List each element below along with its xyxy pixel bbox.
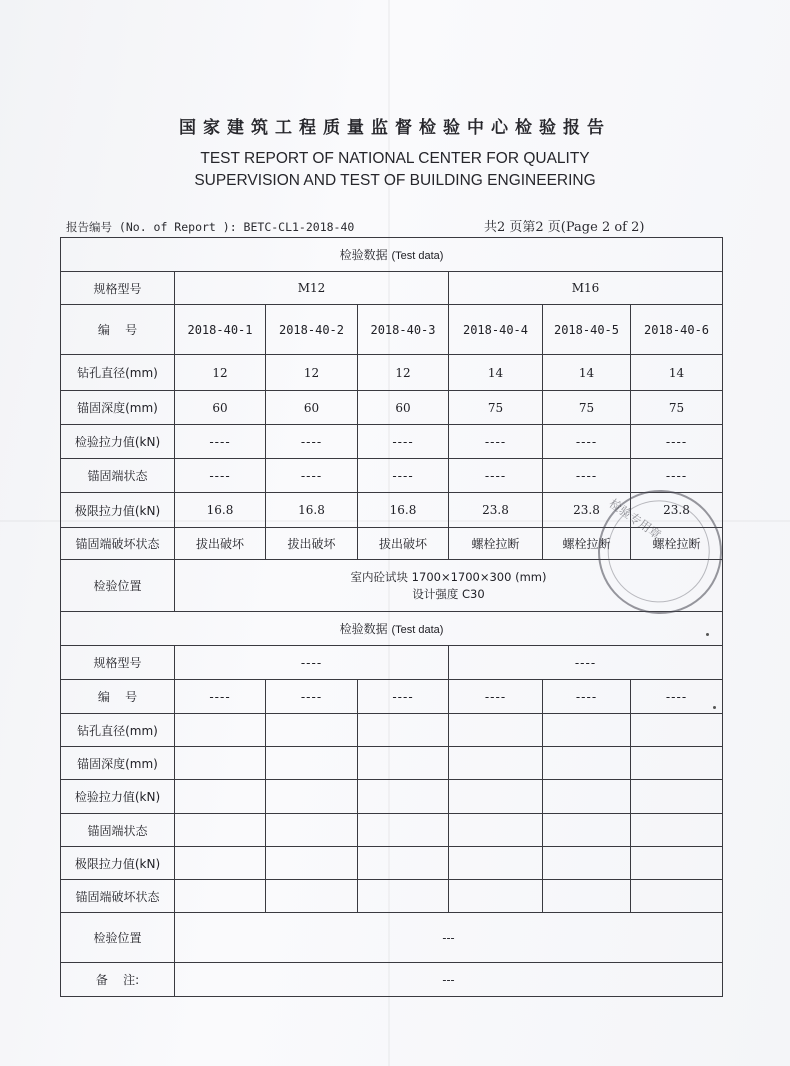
label-number: 编 号 <box>61 680 175 714</box>
empty-cell <box>175 714 266 747</box>
empty-cell <box>543 847 631 880</box>
empty-cell <box>449 780 543 814</box>
section2-failure-row <box>61 880 723 913</box>
specimen-code: 2018-40-3 <box>358 305 449 355</box>
specimen-code: 2018-40-4 <box>449 305 543 355</box>
failure-state-value: 拔出破坏 <box>175 528 266 560</box>
label-failure-state: 锚固端破坏状态 <box>61 880 175 913</box>
section1-diameter-row <box>61 355 723 391</box>
page-number: 共2 页第2 页(Page 2 of 2) <box>484 220 645 235</box>
hole-diameter-value: 12 <box>266 355 358 391</box>
label-ultimate-force: 极限拉力值(kN) <box>61 493 175 528</box>
spec-group: ---- <box>175 646 449 680</box>
label-anchor-state: 锚固端状态 <box>61 814 175 847</box>
report-number: 报告编号 (No. of Report ): BETC-CL1-2018-40 <box>66 220 355 234</box>
empty-cell <box>358 714 449 747</box>
empty-cell <box>543 814 631 847</box>
empty-cell <box>175 814 266 847</box>
label-number: 编 号 <box>61 305 175 355</box>
empty-cell <box>266 714 358 747</box>
ink-speck <box>713 706 716 709</box>
section2-ultimate-force-row <box>61 847 723 880</box>
empty-cell <box>266 880 358 913</box>
empty-cell <box>543 780 631 814</box>
section1-title-en: (Test data) <box>391 250 444 262</box>
empty-cell <box>358 814 449 847</box>
empty-cell <box>631 714 723 747</box>
ultimate-force-value: 23.8 <box>449 493 543 528</box>
specimen-code: ---- <box>543 680 631 714</box>
hole-diameter-value: 14 <box>543 355 631 391</box>
section1-depth-row <box>61 391 723 425</box>
section2-diameter-row <box>61 714 723 747</box>
empty-cell <box>543 880 631 913</box>
section2-remarks-row <box>61 963 723 997</box>
location-value <box>175 560 723 612</box>
spec-group: ---- <box>449 646 723 680</box>
ultimate-force-value: 16.8 <box>175 493 266 528</box>
specimen-code: ---- <box>266 680 358 714</box>
empty-cell <box>266 780 358 814</box>
specimen-code: 2018-40-1 <box>175 305 266 355</box>
section2-title-cn: 检验数据 <box>339 622 388 636</box>
hole-diameter-value: 14 <box>631 355 723 391</box>
anchor-depth-value: 75 <box>449 391 543 425</box>
spec-group: M12 <box>175 272 449 305</box>
specimen-code: 2018-40-2 <box>266 305 358 355</box>
anchor-depth-value: 60 <box>266 391 358 425</box>
specimen-code: 2018-40-5 <box>543 305 631 355</box>
empty-cell <box>358 780 449 814</box>
section1-header-row <box>61 238 723 272</box>
label-failure-state: 锚固端破坏状态 <box>61 528 175 560</box>
test-force-value: ---- <box>266 425 358 459</box>
label-ultimate-force: 极限拉力值(kN) <box>61 847 175 880</box>
anchor-depth-value: 75 <box>543 391 631 425</box>
section2-anchor-state-row <box>61 814 723 847</box>
ink-speck <box>706 633 709 636</box>
section2-location-row <box>61 913 723 963</box>
anchor-state-value: ---- <box>631 459 723 493</box>
section1-anchor-state-row <box>61 459 723 493</box>
section1-location-row <box>61 560 723 612</box>
anchor-state-value: ---- <box>358 459 449 493</box>
section2-test-force-row <box>61 780 723 814</box>
location-line2: 设计强度 C30 <box>412 586 485 601</box>
empty-cell <box>449 714 543 747</box>
test-force-value: ---- <box>543 425 631 459</box>
empty-cell <box>543 714 631 747</box>
section1-test-force-row <box>61 425 723 459</box>
empty-cell <box>175 880 266 913</box>
section2-header-row <box>61 612 723 646</box>
empty-cell <box>175 847 266 880</box>
specimen-code: 2018-40-6 <box>631 305 723 355</box>
ultimate-force-value: 23.8 <box>631 493 723 528</box>
empty-cell <box>449 847 543 880</box>
label-test-force: 检验拉力值(kN) <box>61 780 175 814</box>
ultimate-force-value: 16.8 <box>266 493 358 528</box>
section2-spec-row <box>61 646 723 680</box>
empty-cell <box>358 880 449 913</box>
failure-state-value: 螺栓拉断 <box>631 528 723 560</box>
spec-group: M16 <box>449 272 723 305</box>
specimen-code: ---- <box>449 680 543 714</box>
empty-cell <box>266 847 358 880</box>
label-remarks: 备 注: <box>61 963 175 997</box>
label-anchor-depth: 锚固深度(mm) <box>61 747 175 780</box>
failure-state-value: 拔出破坏 <box>358 528 449 560</box>
label-spec: 规格型号 <box>61 646 175 680</box>
section1-title-cn: 检验数据 <box>339 248 388 262</box>
test-force-value: ---- <box>449 425 543 459</box>
section1-title <box>61 238 723 272</box>
anchor-depth-value: 60 <box>175 391 266 425</box>
anchor-depth-value: 75 <box>631 391 723 425</box>
title-english-line2: SUPERVISION AND TEST OF BUILDING ENGINEERING <box>194 172 596 189</box>
empty-cell <box>631 814 723 847</box>
hole-diameter-value: 12 <box>358 355 449 391</box>
test-data-table <box>60 237 723 997</box>
title-english-line1: TEST REPORT OF NATIONAL CENTER FOR QUALITY <box>200 150 590 167</box>
section1-failure-row <box>61 528 723 560</box>
section2-depth-row <box>61 747 723 780</box>
empty-cell <box>543 747 631 780</box>
section1-spec-row <box>61 272 723 305</box>
empty-cell <box>449 880 543 913</box>
ultimate-force-value: 16.8 <box>358 493 449 528</box>
anchor-state-value: ---- <box>175 459 266 493</box>
location-line1: 室内砼试块 1700×1700×300 (mm) <box>350 569 547 584</box>
title-english <box>0 148 790 192</box>
remarks-value: --- <box>175 963 723 997</box>
empty-cell <box>631 880 723 913</box>
anchor-depth-value: 60 <box>358 391 449 425</box>
empty-cell <box>266 814 358 847</box>
empty-cell <box>631 847 723 880</box>
specimen-code: ---- <box>175 680 266 714</box>
label-location: 检验位置 <box>61 560 175 612</box>
test-force-value: ---- <box>175 425 266 459</box>
section2-code-row <box>61 680 723 714</box>
ultimate-force-value: 23.8 <box>543 493 631 528</box>
label-anchor-state: 锚固端状态 <box>61 459 175 493</box>
hole-diameter-value: 12 <box>175 355 266 391</box>
section2-title-en: (Test data) <box>391 624 444 636</box>
label-spec: 规格型号 <box>61 272 175 305</box>
label-test-force: 检验拉力值(kN) <box>61 425 175 459</box>
section1-ultimate-force-row <box>61 493 723 528</box>
anchor-state-value: ---- <box>449 459 543 493</box>
hole-diameter-value: 14 <box>449 355 543 391</box>
empty-cell <box>358 847 449 880</box>
failure-state-value: 螺栓拉断 <box>449 528 543 560</box>
empty-cell <box>358 747 449 780</box>
failure-state-value: 螺栓拉断 <box>543 528 631 560</box>
empty-cell <box>631 747 723 780</box>
empty-cell <box>175 780 266 814</box>
section2-title <box>61 612 723 646</box>
title-chinese: 国家建筑工程质量监督检验中心检验报告 <box>179 118 611 138</box>
section1-code-row <box>61 305 723 355</box>
test-force-value: ---- <box>358 425 449 459</box>
specimen-code: ---- <box>631 680 723 714</box>
specimen-code: ---- <box>358 680 449 714</box>
label-location: 检验位置 <box>61 913 175 963</box>
anchor-state-value: ---- <box>543 459 631 493</box>
empty-cell <box>449 814 543 847</box>
failure-state-value: 拔出破坏 <box>266 528 358 560</box>
label-anchor-depth: 锚固深度(mm) <box>61 391 175 425</box>
empty-cell <box>175 747 266 780</box>
anchor-state-value: ---- <box>266 459 358 493</box>
test-force-value: ---- <box>631 425 723 459</box>
label-hole-diameter: 钻孔直径(mm) <box>61 355 175 391</box>
label-hole-diameter: 钻孔直径(mm) <box>61 714 175 747</box>
location-value: --- <box>175 913 723 963</box>
empty-cell <box>266 747 358 780</box>
official-seal-text: 检验专用章 <box>606 496 664 543</box>
empty-cell <box>449 747 543 780</box>
empty-cell <box>631 780 723 814</box>
